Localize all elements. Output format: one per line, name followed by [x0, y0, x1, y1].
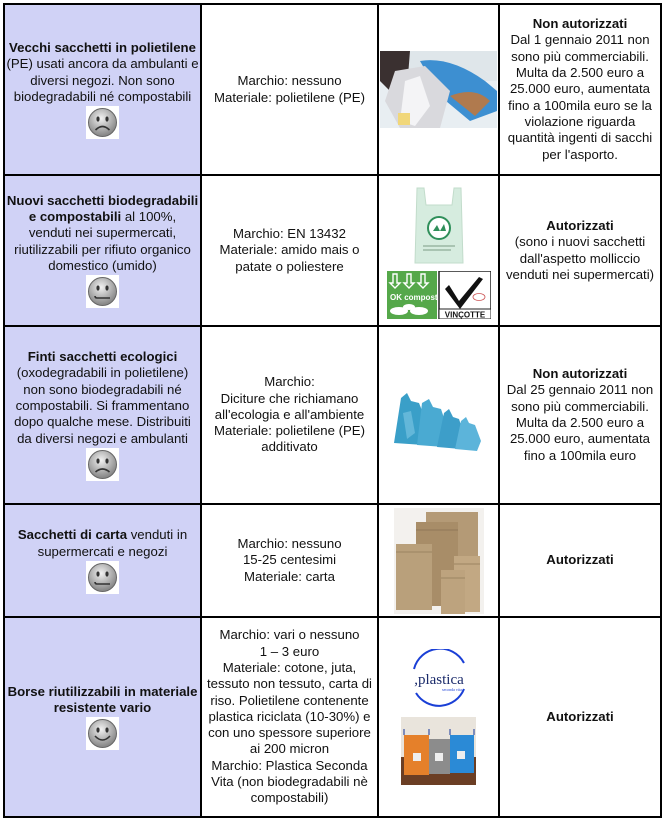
neutral-face-icon: [86, 561, 119, 594]
detail-line: Materiale: carta: [244, 568, 335, 584]
status-title: Autorizzati: [546, 217, 614, 233]
status-title: Autorizzati: [546, 552, 614, 568]
detail-line: 15-25 centesimi: [242, 552, 337, 568]
detail-line: Marchio: vari o nessuno: [219, 627, 360, 643]
ok-compost-label: OK compost: [389, 292, 438, 302]
bag-type-description: al 100%, venduti nei supermercati, riutilizzabili per rifiuto organico domestico (umido): [14, 209, 191, 273]
neutral-face-icon: [86, 275, 119, 308]
plastica-seconda-vita-logo: [406, 649, 471, 709]
detail-line: Marchio: nessuno: [237, 536, 342, 552]
status-text: Dal 25 gennaio 2011 non sono più commerciabili. Multa da 2.500 euro a 25.000 euro, aumentata fino a 100mila euro: [506, 382, 654, 463]
table-row: [4, 175, 661, 326]
detail-line: 1 – 3 euro: [259, 643, 320, 659]
status-text: (sono i nuovi sacchetti dall'aspetto molliccio venduti nei supermercati): [505, 234, 655, 282]
status-title: Non autorizzati: [532, 16, 628, 32]
certification-logos: [387, 271, 491, 319]
happy-face-icon: [86, 717, 119, 750]
bag-type-title: Borse riutilizzabili in materiale resistente vario: [7, 683, 198, 715]
detail-line: Materiale: amido mais o patate o poliestere: [219, 242, 360, 274]
sad-face-icon: [86, 448, 119, 481]
image-cell: [378, 617, 499, 817]
table-row: [4, 504, 661, 617]
bag-type-cell: [4, 504, 201, 617]
status-cell: [499, 4, 661, 175]
bag-type-cell: [4, 326, 201, 504]
detail-line: Marchio: Plastica Seconda Vita (non biodegradabili nè compostabili): [211, 757, 368, 806]
details-cell: [201, 617, 378, 817]
bag-type-description: venduti in supermercati e negozi: [37, 527, 188, 559]
status-cell: [499, 617, 661, 817]
bag-comparison-table: [3, 3, 662, 818]
details-cell: [201, 326, 378, 504]
detail-line: Materiale: cotone, juta, tessuto non tessuto, carta di riso. Polietilene contenente plastica riciclata (10-30%) e con uno spessore superiore ai 200 micron: [207, 659, 372, 757]
reusable-bags-photo: [401, 717, 476, 785]
table-row: [4, 617, 661, 817]
detail-line: Materiale: polietilene (PE) additivato: [214, 423, 365, 455]
blue-plastic-bags-photo: [389, 373, 489, 458]
detail-line: Marchio: EN 13432: [233, 226, 346, 242]
status-title: Non autorizzati: [532, 366, 628, 382]
table-row: [4, 4, 661, 175]
status-cell: [499, 175, 661, 326]
status-text: Dal 1 gennaio 2011 non sono più commerciabili. Multa da 2.500 euro a 25.000 euro, aumentata fino a 100mila euro se la violazione riguarda quantità ingenti di sacchi per l'asporto.: [507, 32, 653, 162]
bag-type-description: (PE) usati ancora da ambulanti e diversi negozi. Non sono biodegradabili né compostabili: [6, 56, 199, 104]
detail-line: Diciture che richiamano all'ecologia e all'ambiente: [214, 390, 365, 422]
table-row: [4, 326, 661, 504]
bag-type-cell: [4, 175, 201, 326]
compostable-bag-photo: [409, 183, 469, 268]
status-cell: [499, 504, 661, 617]
details-cell: [201, 4, 378, 175]
image-cell: [378, 504, 499, 617]
details-cell: [201, 504, 378, 617]
plastica-label: ,plastica: [414, 672, 464, 688]
bag-type-title: Nuovi sacchetti biodegradabili e compostabili: [6, 192, 199, 225]
bag-type-title: Finti sacchetti ecologici: [27, 349, 178, 365]
bag-type-description: (oxodegradabili in polietilene) non sono biodegradabili né compostabili. Si frammentano dopo qualche mese. Distribuiti da diversi negozi e ambulanti: [14, 365, 191, 446]
paper-bags-photo: [394, 508, 484, 614]
detail-line: Marchio: nessuno: [237, 73, 342, 89]
plastic-bags-in-hand-photo: [380, 51, 497, 128]
status-cell: [499, 326, 661, 504]
sad-face-icon: [86, 106, 119, 139]
detail-line: Materiale: polietilene (PE): [214, 89, 365, 105]
status-title: Autorizzati: [546, 708, 614, 724]
bag-type-title: Sacchetti di carta: [17, 527, 128, 543]
image-cell: [378, 326, 499, 504]
image-cell: [378, 4, 499, 175]
vincotte-label: VINÇOTTE: [444, 310, 485, 319]
detail-line: Marchio:: [264, 374, 315, 390]
bag-type-cell: [4, 617, 201, 817]
plastica-sub-label: seconda vita: [442, 687, 462, 692]
bag-type-cell: [4, 4, 201, 175]
bag-type-title: Vecchi sacchetti in polietilene: [9, 39, 196, 55]
image-cell: [378, 175, 499, 326]
details-cell: [201, 175, 378, 326]
